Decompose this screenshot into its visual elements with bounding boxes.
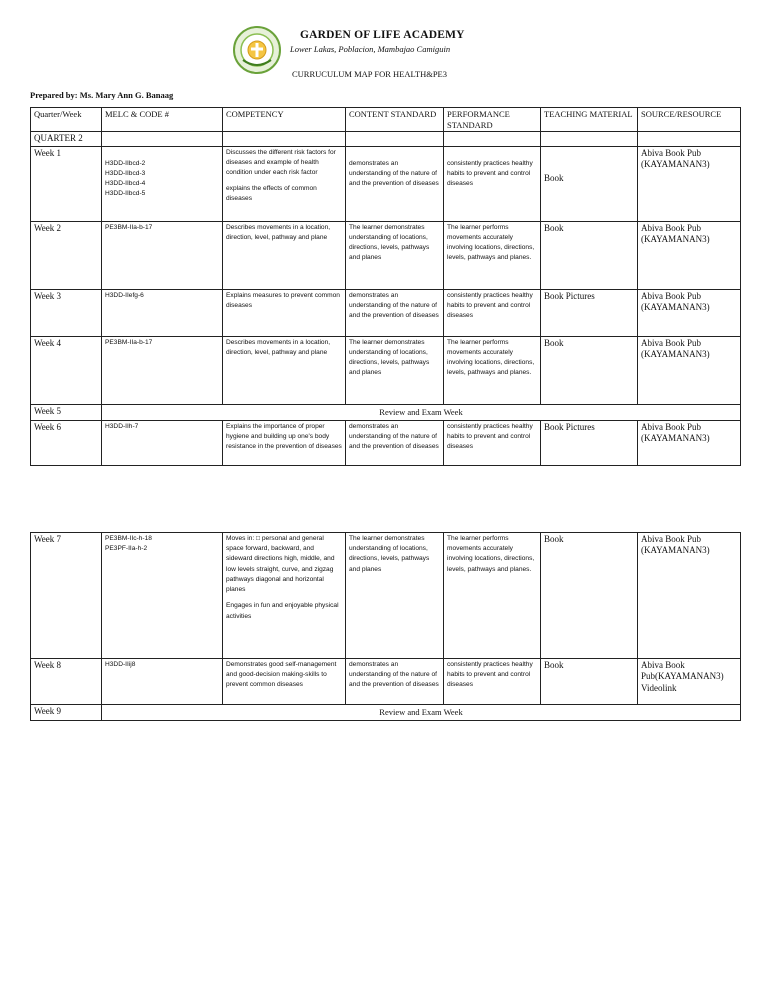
table-row xyxy=(31,420,741,465)
quarter-label: QUARTER 2 xyxy=(31,132,102,146)
code-cell xyxy=(102,420,223,465)
code-line: PE3BM-IIc-h-18 xyxy=(105,535,152,542)
competency-text: Discusses the different risk factors for diseases and example of health condition under each risk factor xyxy=(226,148,336,176)
material-cell: Book Pictures xyxy=(541,289,638,336)
competency-text-2: Engages in fun and enjoyable physical activities xyxy=(226,602,339,620)
week-cell: Week 4 xyxy=(31,336,102,404)
performance-cell xyxy=(444,146,541,221)
competency-cell: Describes movements in a location, direction, level, pathway and plane xyxy=(223,221,346,289)
quarter-row xyxy=(31,132,741,146)
competency-cell: Demonstrates good self-management and good-decision making-skills to prevent common diseases xyxy=(223,659,346,705)
competency-cell xyxy=(223,146,346,221)
document-title: CURRUCULUM MAP FOR HEALTH&PE3 xyxy=(292,69,447,79)
material-cell: Book xyxy=(541,336,638,404)
week-cell: Week 7 xyxy=(31,533,102,659)
performance-cell: The learner performs movements accurately involving locations, directions, levels, pathways and planes. xyxy=(444,336,541,404)
source-cell: Abiva Book Pub(KAYAMANAN3) Videolink xyxy=(638,659,741,705)
table-row xyxy=(31,289,741,336)
source-cell: Abiva Book Pub (KAYAMANAN3) xyxy=(638,420,741,465)
code-cell xyxy=(102,221,223,289)
table-row xyxy=(31,146,741,221)
competency-cell: Describes movements in a location, direction, level, pathway and plane xyxy=(223,336,346,404)
code-line: H3DD-IIefg-6 xyxy=(105,291,144,299)
content-cell: The learner demonstrates understanding of locations, directions, levels, pathways and planes xyxy=(346,533,444,659)
content-cell xyxy=(346,146,444,221)
code-cell xyxy=(102,146,223,221)
material-cell: Book xyxy=(541,533,638,659)
code-cell xyxy=(102,659,223,705)
content-cell: demonstrates an understanding of the nature of and the prevention of diseases xyxy=(346,289,444,336)
week-cell: Week 9 xyxy=(31,705,102,721)
content-cell: The learner demonstrates understanding of locations, directions, levels, pathways and planes xyxy=(346,221,444,289)
table-row xyxy=(31,659,741,705)
code-line: PE3BM-IIa-b-17 xyxy=(105,223,153,231)
review-note: Review and Exam Week xyxy=(102,404,741,420)
review-row xyxy=(31,404,741,420)
source-cell: Abiva Book Pub (KAYAMANAN3) xyxy=(638,336,741,404)
source-cell: Abiva Book Pub (KAYAMANAN3) xyxy=(638,146,741,221)
code-line: PE3BM-IIa-b-17 xyxy=(105,338,153,346)
competency-cell: Explains the importance of proper hygiene and building up one's body resistance in the prevention of diseases xyxy=(223,420,346,465)
prepared-by: Prepared by: Ms. Mary Ann G. Banaag xyxy=(30,90,174,100)
header-row xyxy=(31,108,741,132)
code-cell xyxy=(102,289,223,336)
review-row xyxy=(31,705,741,721)
material-cell xyxy=(541,146,638,221)
competency-cell xyxy=(223,533,346,659)
col-header-competency: COMPETENCY xyxy=(223,108,346,132)
week-cell: Week 2 xyxy=(31,221,102,289)
col-header-week: Quarter/Week xyxy=(31,108,102,132)
week-cell: Week 6 xyxy=(31,420,102,465)
material-cell: Book xyxy=(541,221,638,289)
competency-text: Moves in: □ personal and general space forward, backward, and sideward directions high, middle, and low levels straight, curve, and zigzag pathways diagonal and horizontal planes xyxy=(226,535,335,594)
performance-text: consistently practices healthy habits to prevent and control diseases xyxy=(447,159,533,187)
table-row xyxy=(31,533,741,659)
col-header-content: CONTENT STANDARD xyxy=(346,108,444,132)
code-cell xyxy=(102,336,223,404)
code-line: H3DD-IIbcd-3 xyxy=(105,169,146,177)
week-cell: Week 3 xyxy=(31,289,102,336)
code-line: H3DD-IIbcd-2 xyxy=(105,159,146,167)
week-cell: Week 8 xyxy=(31,659,102,705)
document-header xyxy=(0,0,768,90)
code-line: H3DD-IIbcd-5 xyxy=(105,190,146,198)
week-cell: Week 5 xyxy=(31,404,102,420)
code-line: PE3PF-IIa-h-2 xyxy=(105,545,148,553)
material-cell: Book xyxy=(541,659,638,705)
code-cell xyxy=(102,533,223,659)
curriculum-table-2 xyxy=(30,532,741,721)
code-line: H3DD-IIij8 xyxy=(105,661,136,668)
code-line: H3DD-IIh-7 xyxy=(105,422,139,430)
table-row xyxy=(31,336,741,404)
content-cell: demonstrates an understanding of the nature of and the prevention of diseases xyxy=(346,420,444,465)
source-cell: Abiva Book Pub (KAYAMANAN3) xyxy=(638,533,741,659)
performance-cell: consistently practices healthy habits to prevent and control diseases xyxy=(444,289,541,336)
review-note: Review and Exam Week xyxy=(102,705,741,721)
school-address: Lower Lakas, Poblacion, Mambajao Camiguin xyxy=(290,44,451,54)
source-cell: Abiva Book Pub (KAYAMANAN3) xyxy=(638,289,741,336)
material-text: Book xyxy=(544,172,564,183)
code-line: H3DD-IIbcd-4 xyxy=(105,179,146,187)
content-text: demonstrates an understanding of the nature of and the prevention of diseases xyxy=(349,159,439,187)
performance-cell: The learner performs movements accurately involving locations, directions, levels, pathways and planes. xyxy=(444,533,541,659)
content-cell: The learner demonstrates understanding of locations, directions, levels, pathways and planes xyxy=(346,336,444,404)
school-logo xyxy=(233,26,281,74)
performance-cell: consistently practices healthy habits to prevent and control diseases xyxy=(444,420,541,465)
source-cell: Abiva Book Pub (KAYAMANAN3) xyxy=(638,221,741,289)
performance-cell: consistently practices healthy habits to prevent and control diseases xyxy=(444,659,541,705)
competency-text-2: explains the effects of common diseases xyxy=(226,185,317,203)
col-header-code: MELC & CODE # xyxy=(102,108,223,132)
col-header-material: TEACHING MATERIAL xyxy=(541,108,638,132)
performance-cell: The learner performs movements accurately involving locations, directions, levels, pathways and planes. xyxy=(444,221,541,289)
col-header-performance: PERFORMANCE STANDARD xyxy=(444,108,541,132)
table-row xyxy=(31,221,741,289)
material-cell: Book Pictures xyxy=(541,420,638,465)
week-cell: Week 1 xyxy=(31,146,102,221)
competency-cell: Explains measures to prevent common diseases xyxy=(223,289,346,336)
school-name: GARDEN OF LIFE ACADEMY xyxy=(300,29,465,41)
content-cell: demonstrates an understanding of the nature of and the prevention of diseases xyxy=(346,659,444,705)
col-header-source: SOURCE/RESOURCE xyxy=(638,108,741,132)
curriculum-table-1 xyxy=(30,107,741,466)
